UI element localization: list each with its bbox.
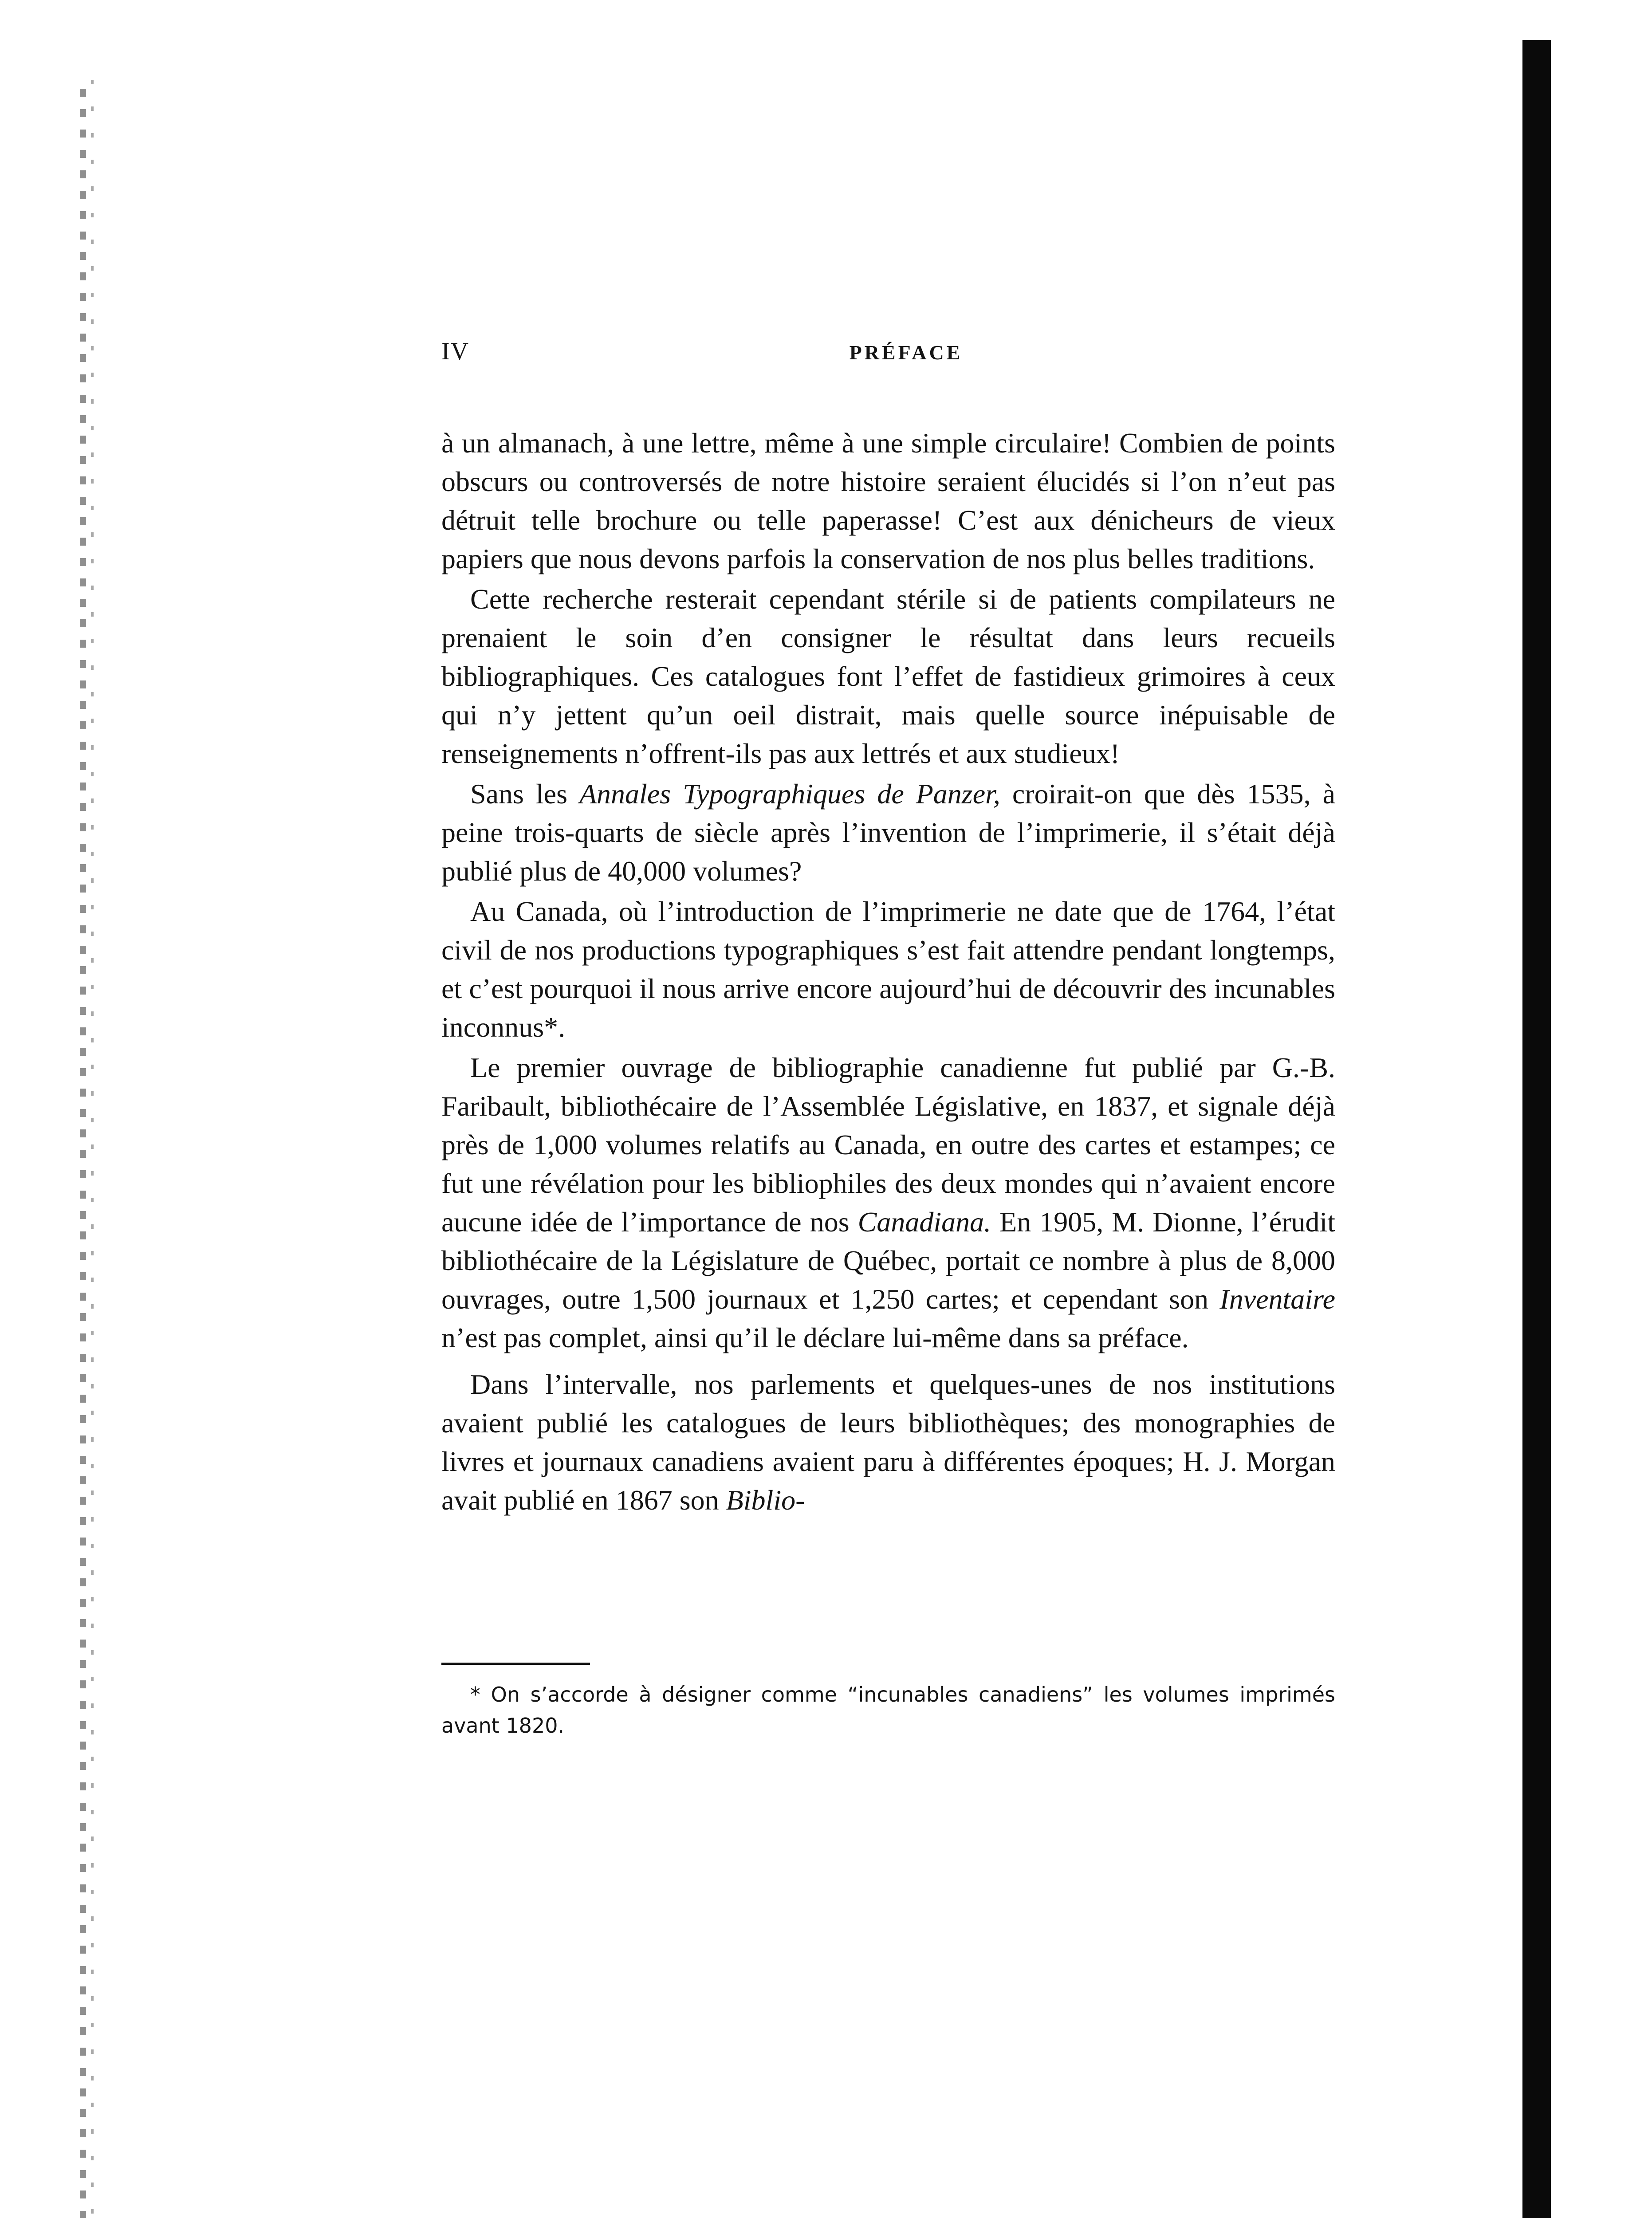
body-text xyxy=(441,424,1335,1521)
paragraph-4: Au Canada, où l’introduction de l’imprimerie ne date que de 1764, l’état civil de nos productions typographiques s’est fait attendre pendant longtemps, et c’est pourquoi il nous arrive encore aujourd’hui de découvrir des incunables inconnus*. xyxy=(441,896,1335,1043)
paragraph-6: Dans l’intervalle, nos parlements et quelques-unes de nos institutions avaient publié les catalogues de leurs bibliothèques; des monographies de livres et journaux canadiens avaient paru à différentes époques; H. J. Morgan avait publié en 1867 son Biblio- xyxy=(441,1369,1335,1516)
italic-canadiana: Canadiana. xyxy=(857,1206,991,1238)
paragraph-1: à un almanach, à une lettre, même à une simple circulaire! Combien de points obscurs ou controversés de notre histoire seraient élucidés si l’on n’eut pas détruit telle brochure ou telle paperasse! C’est aux dénicheurs de vieux papiers que nous devons parfois la conservation de nos plus belles traditions. xyxy=(441,427,1335,574)
italic-biblio: Biblio- xyxy=(726,1484,805,1516)
paragraph-3: Sans les Annales Typographiques de Panzer, croirait-on que dès 1535, à peine trois-quarts de siècle après l’invention de l’imprimerie, il s’était déjà publié plus de 40,000 volumes? xyxy=(441,778,1336,887)
page-number: IV xyxy=(441,338,470,365)
scan-right-edge-shadow xyxy=(1522,40,1551,2218)
footnote: * On s’accorde à désigner comme “incunables canadiens” les volumes imprimés avant 1820. xyxy=(441,1683,1335,1738)
scan-left-margin-marks xyxy=(80,89,86,2218)
italic-title-panzer: Annales Typographiques de Panzer, xyxy=(579,778,1000,810)
paragraph-2: Cette recherche resterait cependant stérile si de patients compilateurs ne prenaient le soin d’en consigner le résultat dans leurs recueils bibliographiques. Ces catalogues font l’effet de fastidieux grimoires à ceux qui n’y jettent qu’un oeil distrait, mais quelle source inépuisable de renseignements n’offrent-ils pas aux lettrés et aux studieux! xyxy=(441,583,1335,769)
italic-inventaire: Inventaire xyxy=(1219,1283,1335,1315)
page-header xyxy=(441,337,1335,381)
paragraph-5: Le premier ouvrage de bibliographie canadienne fut publié par G.-B. Faribault, bibliothécaire de l’Assemblée Législative, en 1837, et signale déjà près de 1,000 volumes relatifs au Canada, en outre des cartes et estampes; ce fut une révélation pour les bibliophiles des deux mondes qui n’avaient encore aucune idée de l’importance de nos Canadiana. En 1905, M. Dionne, l’érudit bibliothécaire de la Législature de Québec, portait ce nombre à plus de 8,000 ouvrages, outre 1,500 journaux et 1,250 cartes; et cependant son Inventaire n’est pas complet, ainsi qu’il le déclare lui-même dans sa préface. xyxy=(441,1052,1336,1353)
footnote-divider xyxy=(441,1663,590,1665)
scan-left-margin-marks-secondary xyxy=(91,80,94,2218)
running-title: PRÉFACE xyxy=(849,341,963,364)
